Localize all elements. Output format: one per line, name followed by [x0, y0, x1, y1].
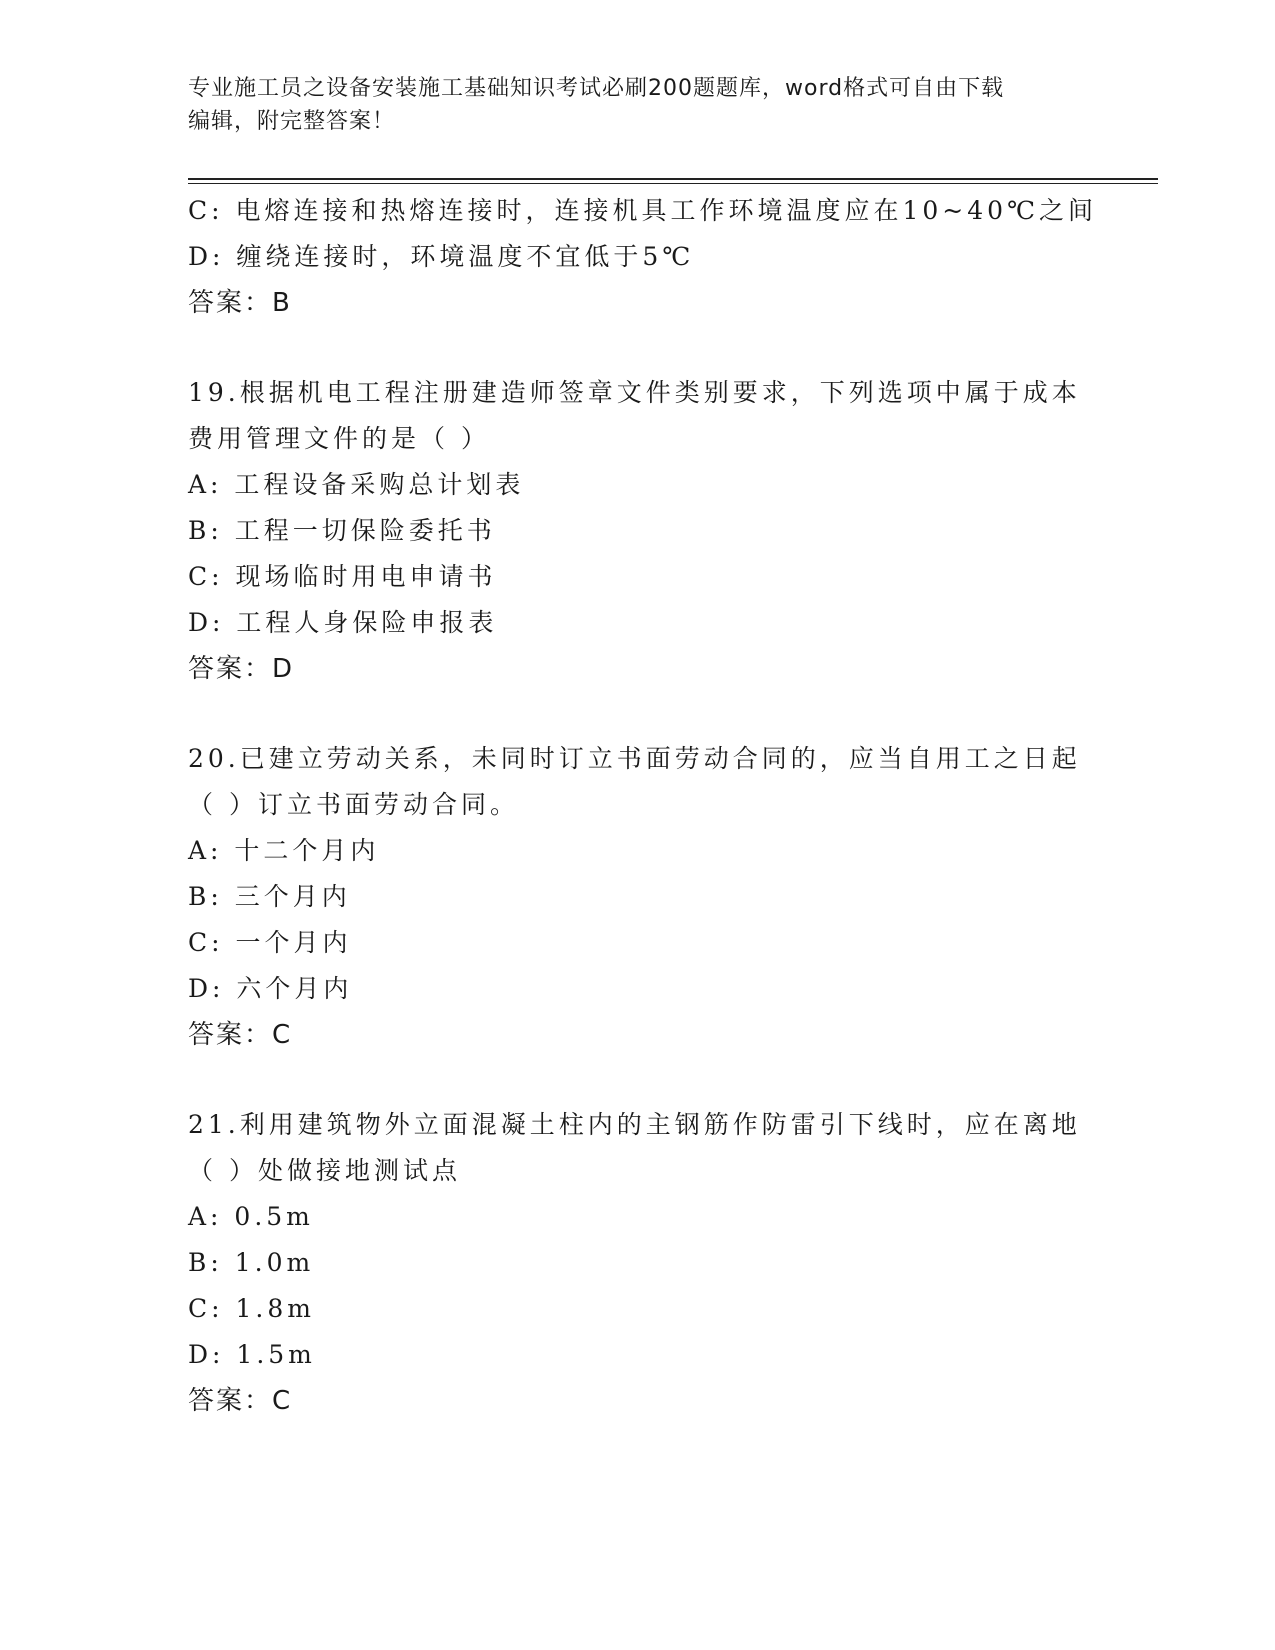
spacer	[188, 692, 1148, 736]
option-d: D: 工程人身保险申报表	[188, 608, 498, 637]
question-text-line-1: 21.利用建筑物外立面混凝土柱内的主钢筋作防雷引下线时，应在离地	[188, 1110, 1081, 1139]
question-text-line-2: （ ）订立书面劳动合同。	[188, 790, 519, 819]
option-b: B: 三个月内	[188, 882, 351, 911]
option-d: D: 1.5m	[188, 1340, 316, 1369]
option-b: B: 1.0m	[188, 1248, 315, 1277]
option-a: A: 0.5m	[188, 1202, 314, 1231]
option-d: D: 六个月内	[188, 974, 353, 1003]
option-c: C: 一个月内	[188, 928, 352, 957]
question-18-continuation	[188, 188, 1148, 326]
option-a: A: 十二个月内	[188, 836, 380, 865]
option-b: B: 工程一切保险委托书	[188, 516, 496, 545]
option-c: C: 现场临时用电申请书	[188, 562, 497, 591]
question-20	[188, 736, 1148, 1058]
question-list	[188, 188, 1148, 1424]
answer: 答案：D	[188, 654, 295, 684]
header-divider-thick	[188, 178, 1158, 180]
answer: 答案：B	[188, 288, 292, 318]
question-21	[188, 1102, 1148, 1424]
header-line-2: 编辑，附完整答案！	[188, 109, 396, 134]
option-c: C: 电熔连接和热熔连接时，连接机具工作环境温度应在10~40℃之间	[188, 196, 1098, 225]
header-divider-thin	[188, 183, 1158, 184]
question-text-line-2: 费用管理文件的是（ ）	[188, 424, 490, 453]
question-text-line-1: 19.根据机电工程注册建造师签章文件类别要求，下列选项中属于成本	[188, 378, 1081, 407]
option-d: D: 缠绕连接时，环境温度不宜低于5℃	[188, 242, 695, 271]
document-header	[188, 72, 1088, 138]
header-line-1: 专业施工员之设备安装施工基础知识考试必刷200题题库，word格式可自由下载	[188, 76, 1005, 101]
option-a: A: 工程设备采购总计划表	[188, 470, 525, 499]
spacer	[188, 326, 1148, 370]
answer: 答案：C	[188, 1386, 293, 1416]
question-text-line-2: （ ）处做接地测试点	[188, 1156, 461, 1185]
question-19	[188, 370, 1148, 692]
option-c: C: 1.8m	[188, 1294, 315, 1323]
spacer	[188, 1058, 1148, 1102]
answer: 答案：C	[188, 1020, 293, 1050]
question-text-line-1: 20.已建立劳动关系，未同时订立书面劳动合同的，应当自用工之日起	[188, 744, 1081, 773]
